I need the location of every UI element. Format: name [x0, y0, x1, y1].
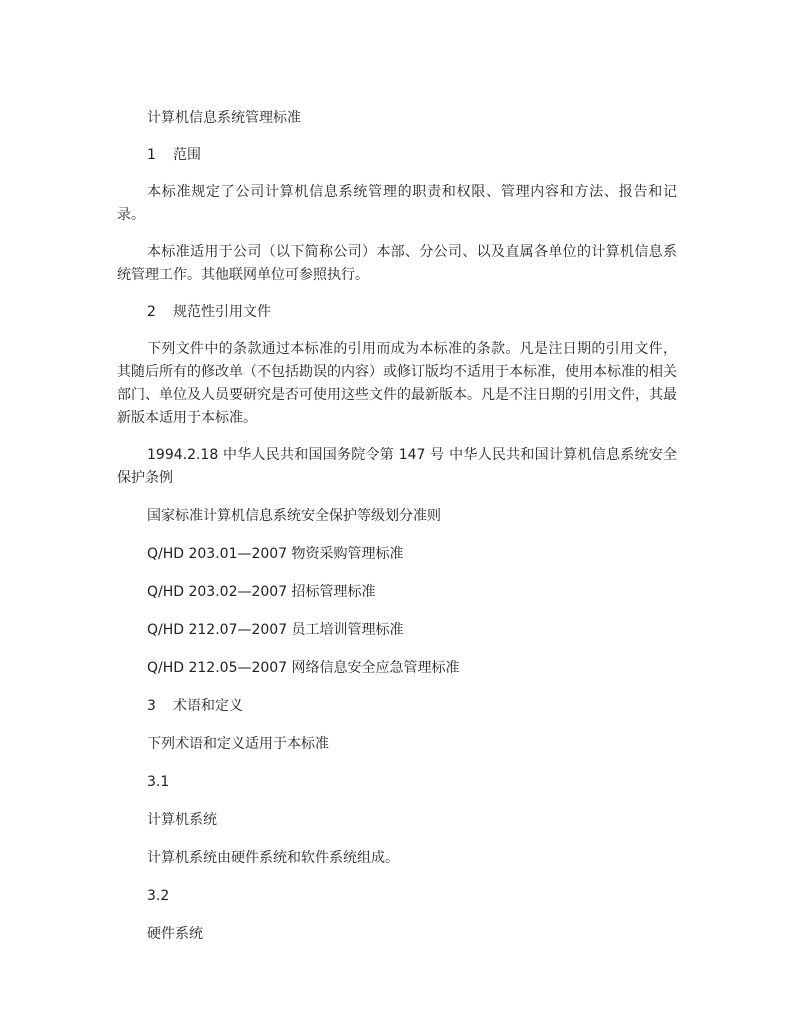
- reference-item: Q/HD 212.07—2007 员工培训管理标准: [147, 622, 404, 638]
- section-3-title: 术语和定义: [173, 698, 243, 714]
- term-3-1-definition: 计算机系统由硬件系统和软件系统组成。: [147, 850, 399, 866]
- reference-item: Q/HD 203.01—2007 物资采购管理标准: [147, 546, 404, 562]
- section-3-number: 3: [147, 698, 156, 714]
- reference-regulation: 1994.2.18 中华人民共和国国务院令第 147 号 中华人民共和国计算机信息系统安全保护条例: [117, 447, 677, 486]
- section-1-heading: [117, 144, 677, 167]
- terms-intro: 下列术语和定义适用于本标准: [147, 736, 329, 752]
- reference-item: 国家标准计算机信息系统安全保护等级划分准则: [147, 508, 441, 524]
- section-2-title: 规范性引用文件: [173, 304, 271, 320]
- scope-paragraph-2: 本标准适用于公司（以下简称公司）本部、分公司、以及直属各单位的计算机信息系统管理工作。其他联网单位可参照执行。: [117, 244, 677, 283]
- term-3-1-name: 计算机系统: [147, 812, 217, 828]
- term-3-2-name: 硬件系统: [147, 926, 203, 942]
- section-2-heading: [117, 301, 677, 324]
- document-title: 计算机信息系统管理标准: [147, 110, 301, 126]
- term-3-1-number: 3.1: [147, 774, 170, 790]
- section-2-number: 2: [147, 304, 156, 320]
- section-1-number: 1: [147, 147, 156, 163]
- section-1-title: 范围: [173, 147, 201, 163]
- section-3-heading: [117, 695, 677, 718]
- scope-paragraph-1: 本标准规定了公司计算机信息系统管理的职责和权限、管理内容和方法、报告和记录。: [117, 184, 677, 223]
- reference-item: Q/HD 212.05—2007 网络信息安全应急管理标准: [147, 660, 460, 676]
- reference-item: Q/HD 203.02—2007 招标管理标准: [147, 584, 376, 600]
- term-3-2-number: 3.2: [147, 888, 170, 904]
- references-intro-paragraph: 下列文件中的条款通过本标准的引用而成为本标准的条款。凡是注日期的引用文件，其随后所有的修改单（不包括勘误的内容）或修订版均不适用于本标准，使用本标准的相关部门、单位及人员要研究是否可使用这些文件的最新版本。凡是不注日期的引用文件，其最新版本适用于本标准。: [117, 341, 677, 426]
- document-body: [117, 107, 677, 946]
